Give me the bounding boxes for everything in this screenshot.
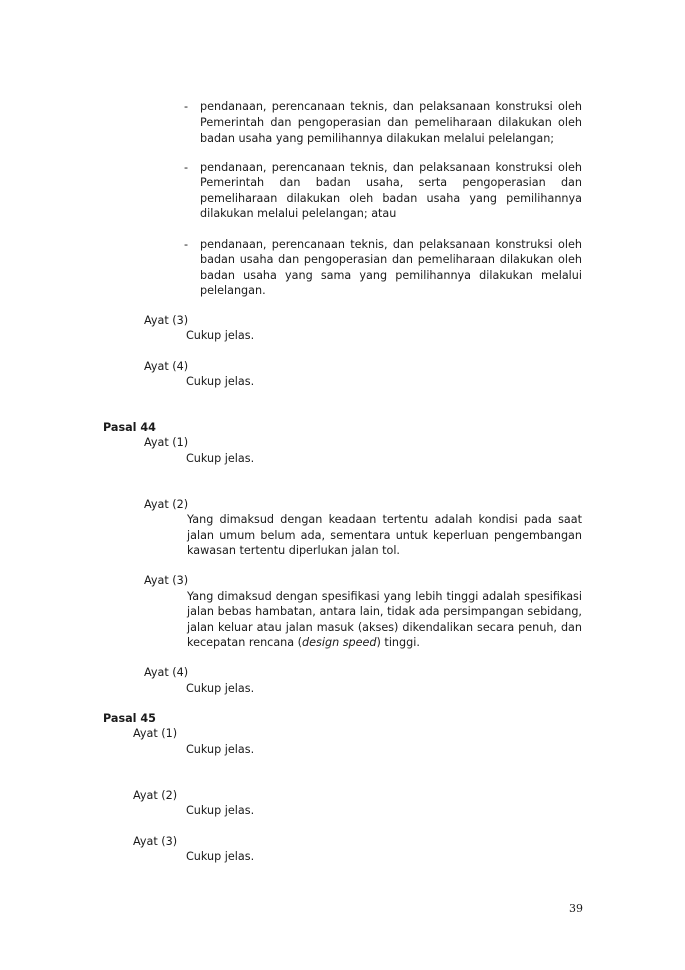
page-number: 39 (569, 902, 583, 915)
ayat-line-suffix: ) tinggi. (376, 636, 420, 649)
bullet-line: dilakukan melalui pelelangan; atau (200, 207, 397, 220)
ayat-line: jalan umum belum ada, sementara untuk keperluan pengembangan (187, 529, 582, 542)
ayat-heading: Ayat (2) (144, 498, 189, 511)
design-speed-term: design speed (302, 636, 377, 649)
bullet-line: Pemerintah dan pengoperasian dan pemeliharaan dilakukan oleh (200, 116, 582, 129)
bullet-line: pelelangan. (200, 284, 266, 297)
ayat-line: Yang dimaksud dengan keadaan tertentu adalah kondisi pada saat (187, 513, 582, 526)
ayat-text: Cukup jelas. (186, 743, 255, 756)
bullet-line: pemeliharaan dilakukan oleh badan usaha yang pemilihannya (200, 192, 582, 205)
ayat-line: jalan keluar atau jalan masuk (akses) dikendalikan secara penuh, dan (187, 621, 582, 634)
ayat-heading: Ayat (1) (144, 436, 189, 449)
bullet-dash: - (184, 161, 189, 174)
ayat-heading: Ayat (1) (133, 727, 178, 740)
ayat-heading: Ayat (4) (144, 666, 189, 679)
ayat-heading: Ayat (2) (133, 789, 178, 802)
ayat-heading: Ayat (4) (144, 360, 189, 373)
ayat-line-last (187, 635, 420, 651)
bullet-dash: - (184, 100, 189, 113)
bullet-line: badan usaha dan pengoperasian dan pemeliharaan dilakukan oleh (200, 253, 582, 266)
ayat-text: Cukup jelas. (186, 329, 255, 342)
bullet-line: Pemerintah dan badan usaha, serta pengoperasian dan (200, 176, 582, 189)
ayat-heading: Ayat (3) (133, 835, 178, 848)
bullet-line: badan usaha yang pemilihannya dilakukan melalui pelelangan; (200, 132, 555, 145)
ayat-text: Cukup jelas. (186, 375, 255, 388)
bullet-line: pendanaan, perencanaan teknis, dan pelaksanaan konstruksi oleh (200, 161, 582, 174)
ayat-text: Cukup jelas. (186, 682, 255, 695)
bullet-line: badan usaha yang sama yang pemilihannya dilakukan melalui (200, 269, 582, 282)
ayat-text: Cukup jelas. (186, 850, 255, 863)
bullet-line: pendanaan, perencanaan teknis, dan pelaksanaan konstruksi oleh (200, 238, 582, 251)
ayat-heading: Ayat (3) (144, 314, 189, 327)
ayat-text: Cukup jelas. (186, 452, 255, 465)
bullet-dash: - (184, 238, 189, 251)
ayat-line: kawasan tertentu diperlukan jalan tol. (187, 544, 400, 557)
ayat-line: jalan bebas hambatan, antara lain, tidak ada persimpangan sebidang, (187, 605, 582, 618)
bullet-line: pendanaan, perencanaan teknis, dan pelaksanaan konstruksi oleh (200, 100, 582, 113)
ayat-line: Yang dimaksud dengan spesifikasi yang lebih tinggi adalah spesifikasi (187, 590, 582, 603)
pasal-title: Pasal 44 (103, 421, 156, 434)
ayat-heading: Ayat (3) (144, 574, 189, 587)
pasal-title: Pasal 45 (103, 712, 156, 725)
ayat-line-prefix: kecepatan rencana ( (187, 636, 303, 649)
ayat-text: Cukup jelas. (186, 804, 255, 817)
